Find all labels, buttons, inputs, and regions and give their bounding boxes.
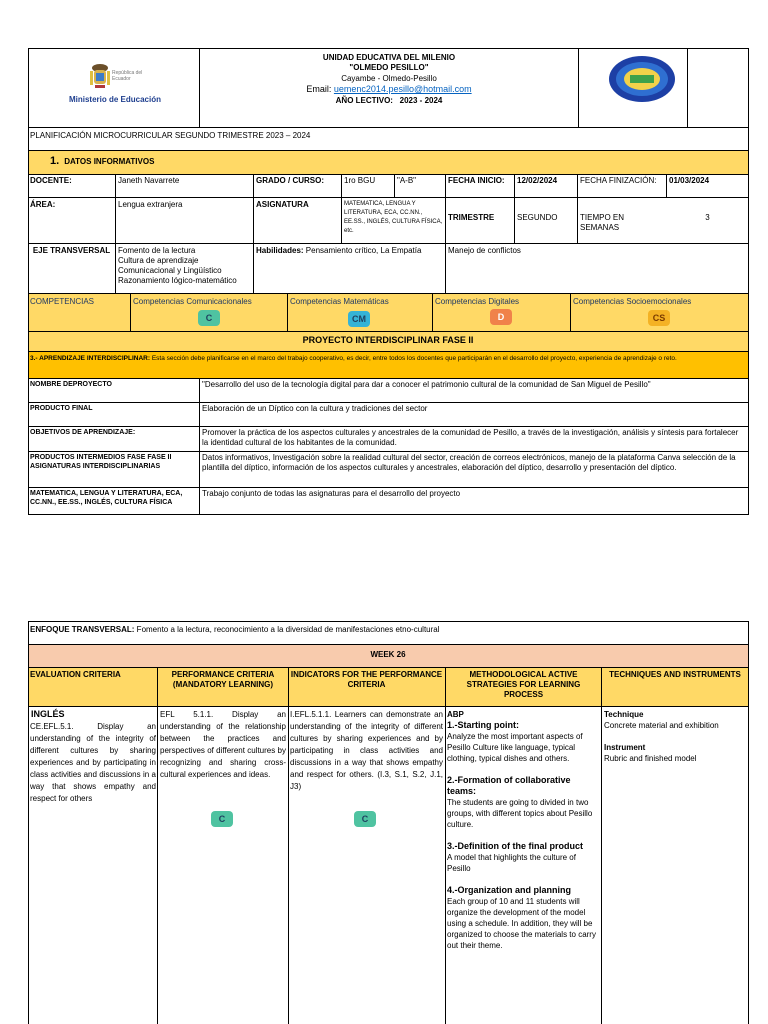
grid-line — [570, 294, 571, 331]
grid-line — [28, 426, 749, 427]
email-label: Email: — [306, 84, 332, 94]
competency-math: Competencias Matemáticas — [290, 297, 389, 306]
eje-item: Cultura de aprendizaje — [118, 256, 199, 265]
year-value: 2023 - 2024 — [399, 96, 443, 105]
communication-badge-icon: C — [198, 310, 220, 326]
grid-line — [341, 174, 342, 244]
grid-line — [748, 621, 749, 1024]
grid-line — [687, 48, 688, 128]
techniques-cell — [602, 708, 748, 788]
grid-line — [445, 667, 446, 1024]
eje-label: EJE TRANSVERSAL — [32, 246, 111, 255]
indicators-text: I.EFL.5.1.1. Learners can demonstrate an understanding of the integrity of different cultures by sharing experiences and by participating in class activities and discussions in a way that shows empathy and respect for others. (I.3, S.1, S.2, J.1, J3) — [290, 710, 443, 791]
grado-label: GRADO / CURSO: — [256, 176, 324, 185]
strategy-step-heading: 1.-Starting point: — [447, 720, 519, 730]
technique-value: Concrete material and exhibition — [604, 721, 719, 730]
grid-line — [601, 667, 602, 1024]
project-row-label: OBJETIVOS DE APRENDIZAJE: — [30, 429, 136, 436]
project-row-label: PRODUCTOS INTERMEDIOS FASE FASE II ASIGNATURAS INTERDISCIPLINARIAS — [30, 454, 172, 470]
grid-line — [28, 293, 749, 294]
performance-criteria-text: EFL 5.1.1. Display an understanding of the relationship between the practices and perspectives of different cultures by recognizing and sharing cross-cultural experiences and ideas. — [160, 710, 286, 779]
grid-line — [666, 174, 667, 198]
paralelo-value: "A-B" — [397, 176, 417, 185]
fecha-inicio-value: 12/02/2024 — [517, 176, 558, 185]
grid-line — [28, 451, 749, 452]
math-badge-icon: CM — [348, 311, 370, 327]
school-name-quoted: "OLMEDO PESILLO" — [349, 63, 429, 72]
grid-line — [432, 294, 433, 331]
ministry-logo — [86, 61, 114, 91]
school-seal — [608, 55, 676, 103]
project-title: PROYECTO INTERDISCIPLINAR FASE II — [302, 335, 474, 345]
grid-line — [115, 174, 116, 294]
strategy-step-heading: 4.-Organization and planning — [447, 885, 572, 895]
project-row-label: PRODUCTO FINAL — [30, 405, 93, 412]
grid-line — [28, 150, 749, 151]
eje-items — [116, 245, 253, 293]
grid-line — [28, 331, 749, 332]
grid-line — [514, 174, 515, 244]
instrument-value: Rubric and finished model — [604, 754, 697, 763]
habilidades-label: Habilidades: — [256, 246, 304, 255]
tiempo-value: 3 — [705, 213, 710, 222]
grid-line — [253, 174, 254, 294]
grid-line — [28, 402, 749, 403]
ecuador-coat-of-arms-icon — [86, 61, 114, 91]
fecha-fin-value: 01/03/2024 — [669, 176, 710, 185]
grid-line — [28, 48, 29, 515]
grid-line — [157, 667, 158, 1024]
week-label: WEEK 26 — [370, 650, 406, 659]
grid-line — [578, 48, 579, 128]
grid-line — [288, 667, 289, 1024]
strategy-step-text: The students are going to divided in two groups, with different topics about Pesillo culture. — [447, 798, 593, 829]
fecha-fin-label: FECHA FINIZACIÓN: — [580, 176, 657, 185]
grid-line — [28, 48, 749, 49]
grid-line — [199, 378, 200, 515]
project-row-value: Datos informativos, Investigación sobre la realidad cultural del sector, creación de correos electrónicos, manejo de la plataforma Canva selección de la plantilla del díptico, información de los aspectos culturales y ancestrales, elaboración del díptico, desarrollo y presentación del díptico. — [202, 453, 736, 472]
grid-line — [28, 514, 749, 515]
project-row-value: Elaboración de un Díptico con la cultura y tradiciones del sector — [202, 404, 428, 413]
grid-line — [28, 127, 749, 128]
trimestre-value: SEGUNDO — [517, 213, 558, 222]
tiempo-label: TIEMPO EN SEMANAS — [580, 213, 625, 232]
school-name: UNIDAD EDUCATIVA DEL MILENIO — [322, 53, 456, 62]
grid-line — [445, 174, 446, 294]
instrument-label: Instrument — [604, 743, 646, 752]
section-1-heading — [50, 155, 154, 168]
digital-badge-icon — [490, 309, 512, 325]
grid-line — [28, 487, 749, 488]
socioemotional-badge-icon: CS — [648, 310, 670, 326]
grid-line — [28, 174, 749, 175]
header-performance-criteria: PERFORMANCE CRITERIA (MANDATORY LEARNING) — [171, 670, 275, 689]
header-indicators: INDICATORS FOR THE PERFORMANCE CRITERIA — [290, 670, 443, 689]
habilidades-cell — [254, 245, 445, 293]
grid-line — [130, 294, 131, 331]
grid-line — [394, 174, 395, 198]
academic-year — [200, 96, 578, 106]
email-link[interactable]: uemenc2014.pesillo@hotmail.com — [333, 84, 472, 94]
digital-badge-letter: D — [497, 312, 505, 322]
trimestre-label: TRIMESTRE — [448, 213, 495, 222]
strategy-step-text: Analyze the most important aspects of Pesillo Culture like language, typical clothing, typical dishes and others. — [447, 732, 583, 763]
grid-line — [28, 378, 749, 379]
header-techniques: TECHNIQUES AND INSTRUMENTS — [609, 670, 741, 679]
enfoque-cell — [28, 622, 748, 644]
project-row-value: Promover la práctica de los aspectos culturales y ancestrales de la comunidad de Pesillo, a través de la investigación, análisis y síntesis para fortalecer la identidad cultural de los habitantes de la comunidad. — [202, 428, 739, 447]
competencias-label: COMPETENCIAS — [30, 297, 95, 306]
grid-line — [748, 48, 749, 515]
grid-line — [28, 197, 749, 198]
grid-line — [287, 294, 288, 331]
asignatura-value: MATEMATICA, LENGUA Y LITERATURA, ECA, CC.NN., EE.SS., INGLÉS, CULTURA FÍSICA, etc. — [344, 201, 443, 234]
strategies-cell — [445, 708, 602, 1024]
aprendizaje-label: 3.- APRENDIZAJE INTERDISCIPLINAR: — [30, 355, 151, 362]
grid-line — [28, 667, 749, 668]
eje-item: Razonamiento lógico-matemático — [118, 276, 237, 285]
ingles-title: INGLÉS — [31, 709, 65, 719]
competency-communication: Competencias Comunicacionales — [133, 297, 252, 306]
grid-line — [28, 351, 749, 352]
plan-title: PLANIFICACIÓN MICROCURRICULAR SEGUNDO TRIMESTRE 2023 – 2024 — [30, 131, 311, 140]
grado-value: 1ro BGU — [344, 176, 376, 185]
technique-label: Technique — [604, 710, 644, 719]
grid-line — [199, 48, 200, 128]
enfoque-value: Fomento a la lectura, reconocimiento a la diversidad de manifestaciones etno-cultural — [134, 625, 440, 634]
area-value: Lengua extranjera — [118, 200, 183, 209]
section-1-number: 1. — [50, 155, 60, 167]
project-row-value: Trabajo conjunto de todas las asignaturas para el desarrollo del proyecto — [202, 489, 461, 498]
project-row-label: NOMBRE DEPROYECTO — [30, 381, 112, 388]
habilidades-value: Pensamiento crítico, La Empatía — [303, 246, 422, 255]
strategy-method: ABP — [447, 710, 464, 719]
ministry-name: Ministerio de Educación — [68, 95, 161, 104]
eje-item: Fomento de la lectura — [118, 246, 196, 255]
docente-value: Janeth Navarrete — [118, 176, 180, 185]
project-row-label: MATEMATICA, LENGUA Y LITERATURA, ECA, CC.NN., EE.SS., INGLÉS, CULTURA FÍSICA — [30, 490, 183, 506]
area-label: ÁREA: — [30, 200, 56, 209]
strategy-step-text: Each group of 10 and 11 students will organize the development of the model using a schedule. In addition, they will be organized to choose the materials to carry out their theme. — [447, 897, 596, 950]
year-label: AÑO LECTIVO: — [335, 96, 393, 105]
school-location: Cayambe - Olmedo-Pesillo — [341, 74, 437, 83]
eje-item: Comunicacional y Lingüístico — [118, 266, 222, 275]
competency-digital: Competencias Digitales — [435, 297, 520, 306]
grid-line — [28, 243, 749, 244]
grid-line — [28, 706, 749, 707]
communication-badge-icon: C — [354, 811, 376, 827]
project-row-value: "Desarrollo del uso de la tecnología digital para dar a conocer el patrimonio cultural de la comunidad de San Miguel de Pesillo" — [202, 380, 651, 389]
asignatura-label: ASIGNATURA — [256, 200, 309, 209]
email-line — [200, 84, 578, 95]
ministry-logo-caption: República del Ecuador — [112, 70, 143, 82]
grid-line — [28, 621, 29, 1024]
fecha-inicio-label: FECHA INICIO: — [448, 176, 505, 185]
strategy-step-text: A model that highlights the culture of Pesillo — [447, 853, 576, 873]
aprendizaje-cell — [28, 353, 748, 377]
strategy-step-heading: 2.-Formation of collaborative teams: — [447, 775, 571, 796]
header-strategies: METHODOLOGICAL ACTIVE STRATEGIES FOR LEARNING PROCESS — [466, 670, 581, 699]
grid-line — [28, 644, 749, 645]
docente-label: DOCENTE: — [30, 176, 72, 185]
enfoque-label: ENFOQUE TRANSVERSAL: — [30, 625, 135, 634]
section-1-title: DATOS INFORMATIVOS — [64, 157, 155, 166]
header-evaluation-criteria: EVALUATION CRITERIA — [30, 670, 121, 679]
grid-line — [577, 174, 578, 244]
aprendizaje-text: Esta sección debe planificarse en el marco del trabajo cooperativo, es decir, entre todos los docentes que participarán en el desarrollo del proyecto, experiencia de aprendizaje o reto. — [150, 355, 677, 362]
manejo-value: Manejo de conflictos — [448, 246, 521, 255]
evaluation-criteria-text: CE.EFL.5.1. Display an understanding of the integrity of different cultures by sharing experiences and by participating in class activities and discussions in a way that shows empathy and respect for others — [30, 722, 156, 803]
grid-line — [28, 621, 749, 622]
communication-badge-icon: C — [211, 811, 233, 827]
competency-socioemotional: Competencias Socioemocionales — [573, 297, 692, 306]
school-seal-icon — [608, 55, 676, 103]
strategy-step-heading: 3.-Definition of the final product — [447, 841, 583, 851]
